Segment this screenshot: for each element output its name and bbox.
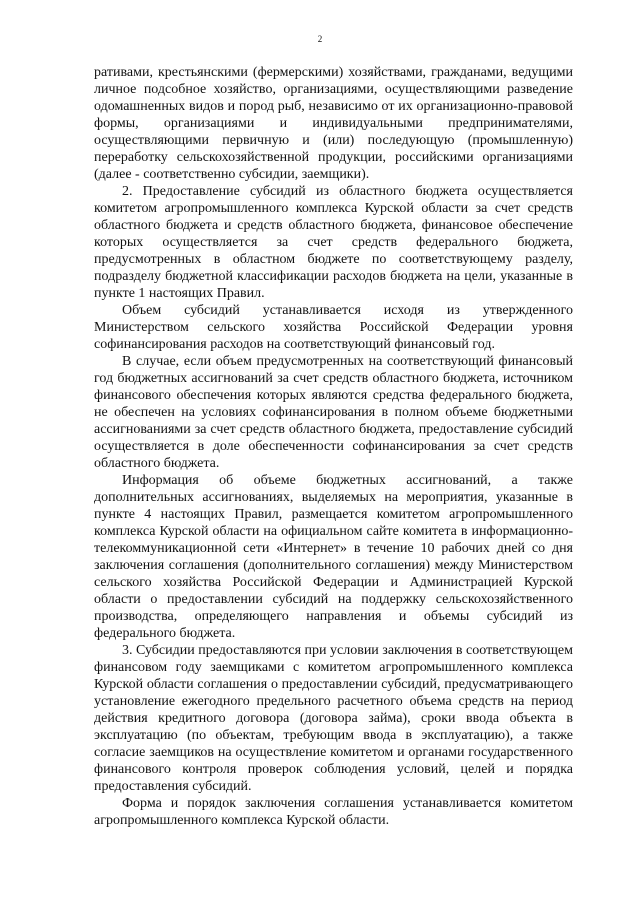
paragraph-5: Информация об объеме бюджетных ассигнований, а также дополнительных ассигнованиях, выделяемых на мероприятия, указанные в пункте 4 настоящих Правил, размещается комитетом агропромышленного комплекса Курской области на официальном сайте комитета в информационно-телекоммуникационной сети «Интернет» в течение 10 рабочих дней со дня заключения соглашения (дополнительного соглашения) между Министерством сельского хозяйства Российской Федерации и Администрацией Курской области о предоставлении субсидий на поддержку сельскохозяйственного производства, определяющего направления и объемы субсидий из федерального бюджета.: [94, 473, 573, 641]
paragraph-1: ративами, крестьянскими (фермерскими) хозяйствами, гражданами, ведущими личное подсобное хозяйство, организациями, осуществляющими разведение одомашненных видов и пород рыб, независимо от их организационно-правовой формы, организациями и индивидуальными предпринимателями, осуществляющими первичную и (или) последующую (промышленную) переработку сельскохозяйственной продукции, российскими организациями (далее - соответственно субсидии, заемщики).: [94, 65, 573, 182]
paragraph-2: 2. Предоставление субсидий из областного бюджета осуществляется комитетом агропромышленного комплекса Курской области за счет средств областного бюджета и средств областного бюджета, финансовое обеспечение которых осуществляется за счет средств федерального бюджета, предусмотренных в областном бюджете по соответствующему разделу, подразделу бюджетной классификации расходов бюджета на цели, указанные в пункте 1 настоящих Правил.: [94, 184, 573, 301]
paragraph-3: Объем субсидий устанавливается исходя из утвержденного Министерством сельского хозяйства Российской Федерации уровня софинансирования расходов на соответствующий финансовый год.: [94, 303, 573, 352]
paragraph-6: 3. Субсидии предоставляются при условии заключения в соответствующем финансовом году заемщиками с комитетом агропромышленного комплекса Курской области соглашения о предоставлении субсидий, предусматривающего установление ежегодного предельного расчетного объема средств на период действия кредитного договора (договора займа), сроки ввода объекта в эксплуатацию (по объектам, требующим ввода в эксплуатацию), а также согласие заемщиков на осуществление комитетом и органами государственного финансового контроля проверок соблюдения условий, целей и порядка предоставления субсидий.: [94, 643, 574, 794]
document-body: [94, 64, 573, 829]
paragraph-4: В случае, если объем предусмотренных на соответствующий финансовый год бюджетных ассигнований за счет средств областного бюджета, источником финансового обеспечения которых являются средства федерального бюджета, не обеспечен на условиях софинансирования в полном объеме бюджетными ассигнованиями за счет средств областного бюджета, предоставление субсидий осуществляется в доле обеспеченности софинансирования за счет средств областного бюджета.: [94, 354, 573, 471]
page-number: 2: [317, 34, 323, 44]
paragraph-7: Форма и порядок заключения соглашения устанавливается комитетом агропромышленного комплекса Курской области.: [94, 796, 573, 828]
